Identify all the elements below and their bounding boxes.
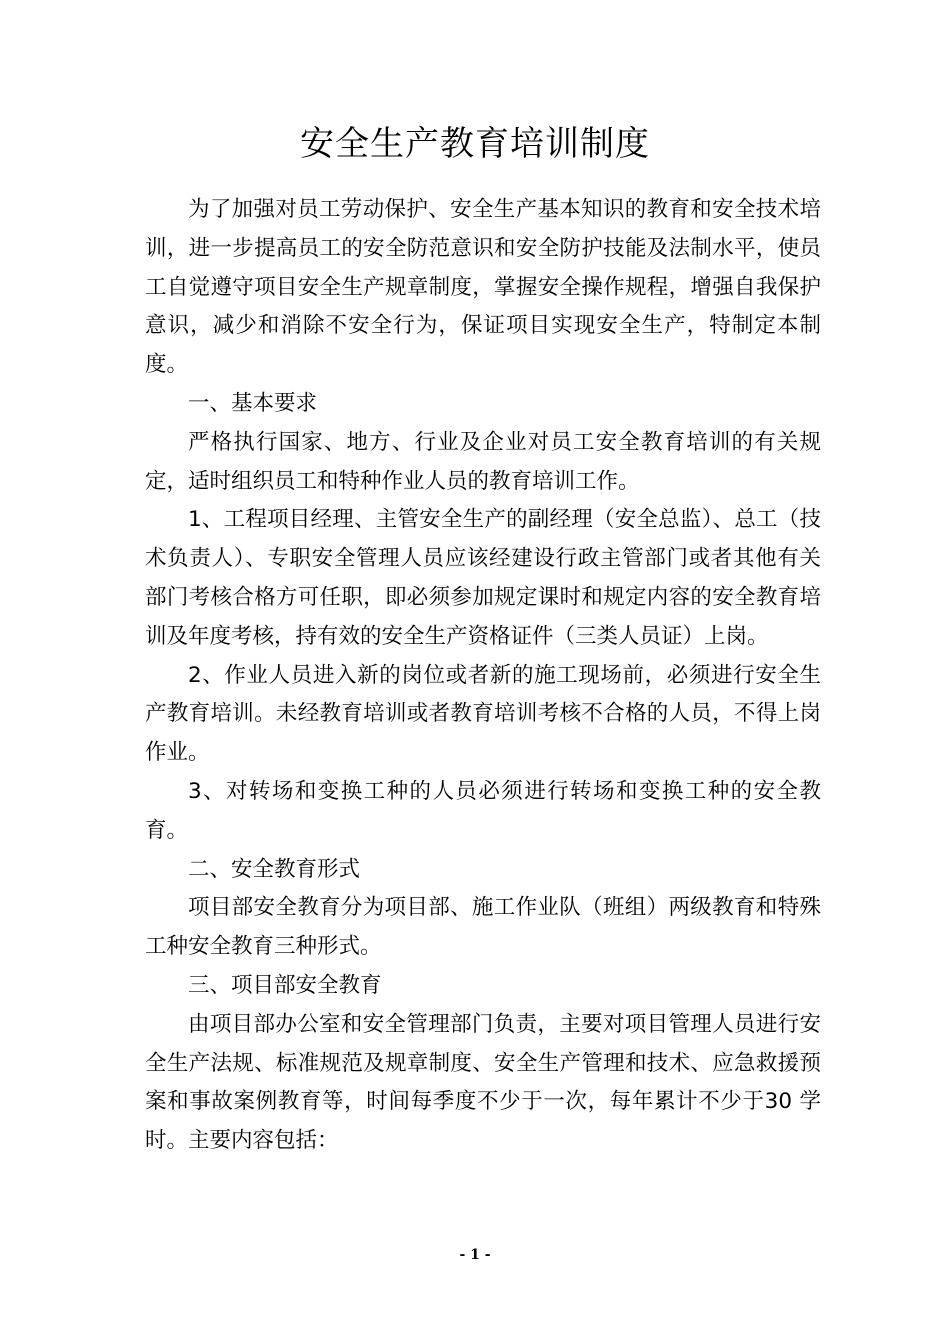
paragraph-education-forms: 项目部安全教育分为项目部、施工作业队（班组）两级教育和特殊工种安全教育三种形式。: [145, 895, 821, 960]
document-body: [145, 191, 821, 1161]
paragraph-intro: 为了加强对员工劳动保护、安全生产基本知识的教育和安全技术培训，进一步提高员工的安全防范意识和安全防护技能及法制水平，使员工自觉遵守项目安全生产规章制度，掌握安全操作规程，增强自我保护意识，减少和消除不安全行为，保证项目实现安全生产，特制定本制度。: [145, 197, 821, 378]
paragraph-item-2: 2、作业人员进入新的岗位或者新的施工现场前，必须进行安全生产教育培训。未经教育培训或者教育培训考核不合格的人员，不得上岗作业。: [145, 662, 821, 766]
paragraph-basic-requirements: 严格执行国家、地方、行业及企业对员工安全教育培训的有关规定，适时组织员工和特种作业人员的教育培训工作。: [145, 429, 821, 494]
paragraph-item-3: 3、对转场和变换工种的人员必须进行转场和变换工种的安全教育。: [145, 778, 821, 843]
section-heading-education-forms: 二、安全教育形式: [188, 856, 361, 882]
document-title: 安全生产教育培训制度: [300, 124, 650, 164]
section-heading-basic-requirements: 一、基本要求: [188, 390, 318, 416]
paragraph-project-education: 由项目部办公室和安全管理部门负责，主要对项目管理人员进行安全生产法规、标准规范及规章制度、安全生产管理和技术、应急救援预案和事故案例教育等，时间每季度不少于一次，每年累计不少于30 学时。主要内容包括：: [145, 1011, 821, 1154]
page-number: - 1 -: [459, 1247, 491, 1263]
paragraph-item-1: 1、工程项目经理、主管安全生产的副经理（安全总监）、总工（技术负责人）、专职安全管理人员应该经建设行政主管部门或者其他有关部门考核合格方可任职，即必须参加规定课时和规定内容的安全教育培训及年度考核，持有效的安全生产资格证件（三类人员证）上岗。: [145, 507, 821, 649]
section-heading-project-education: 三、项目部安全教育: [188, 972, 382, 998]
